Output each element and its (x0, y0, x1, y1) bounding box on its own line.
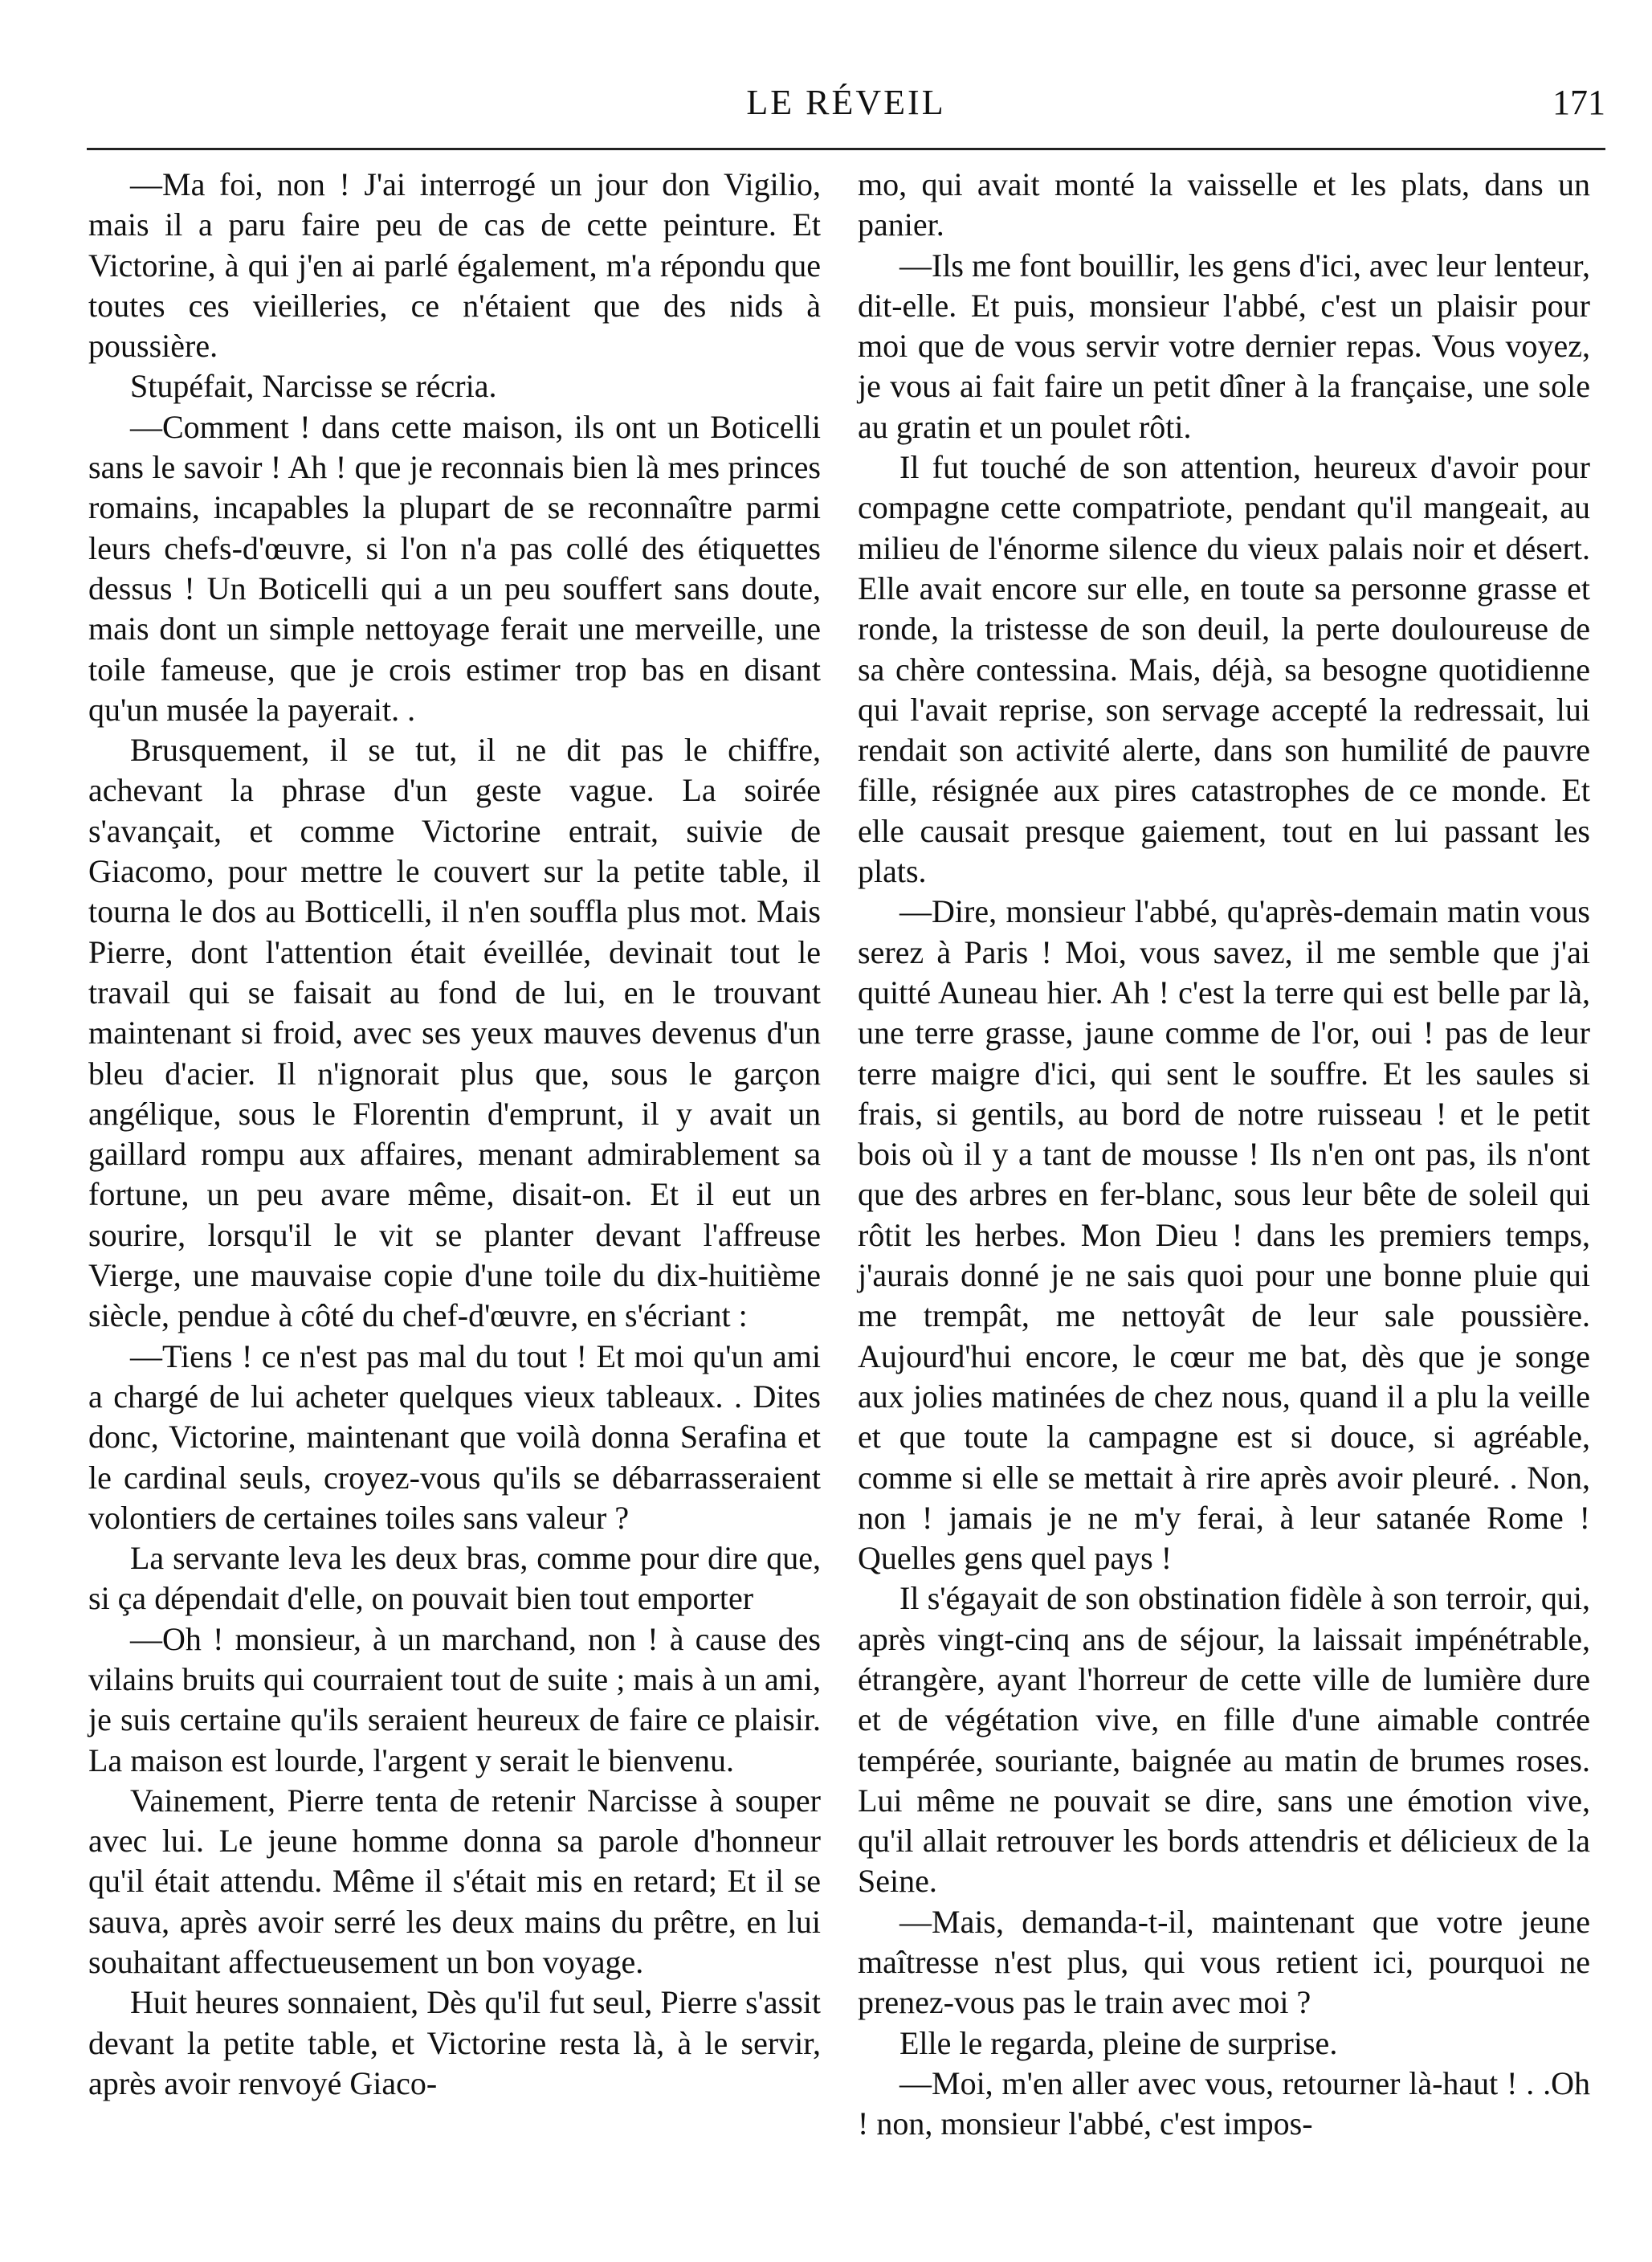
page-number: 171 (1552, 83, 1605, 122)
paragraph: —Mais, demanda-t-il, maintenant que votre jeune maîtresse n'est plus, qui vous retient ici, pourquoi ne prenez-vous pas le train avec moi ? (858, 1903, 1590, 2021)
paragraph: Elle le regarda, pleine de surprise. (899, 2024, 1338, 2061)
paragraph: Brusquement, il se tut, il ne dit pas le chiffre, achevant la phrase d'un geste vague. La soirée s'avançait, et comme Victorine entrait, suivie de Giacomo, pour mettre le couvert sur la petite table, il tourna le dos au Botticelli, il n'en souffla plus mot. Mais Pierre, dont l'attention était éveillée, devinait tout le travail qui se faisait au fond de lui, en le trouvant maintenant si froid, avec ses yeux mauves devenus d'un bleu d'acier. Il n'ignorait plus que, sous le garçon angélique, sous le Florentin d'emprunt, il y avait un gaillard rompu aux affaires, menant admirablement sa fortune, un peu avare même, disait-on. Et il eut un sourire, lorsqu'il le vit se planter devant l'affreuse Vierge, une mauvaise copie d'une toile du dix-huitième siècle, pendue à côté du chef-d'œuvre, en s'écriant : (88, 732, 821, 1334)
page-header (87, 77, 1605, 133)
paragraph: —Oh ! monsieur, à un marchand, non ! à cause des vilains bruits qui courraient tout de suite ; mais à un ami, je suis certaine qu'ils seraient heureux de faire ce plaisir. La maison est lourde, l'argent y serait le bienvenu. (88, 1620, 821, 1778)
header-rule (87, 148, 1605, 150)
paragraph: —Moi, m'en aller avec vous, retourner là-haut ! . .Oh ! non, monsieur l'abbé, c'est impos- (858, 2064, 1590, 2142)
paragraph: Il s'égayait de son obstination fidèle à son terroir, qui, après vingt-cinq ans de séjour, la laissait impénétrable, étrangère, ayant l'horreur de cette ville de lumière dure et de végétation vive, en fille d'une aimable contrée tempérée, souriante, baignée au matin de brumes roses. Lui même ne pouvait se dire, sans une émotion vive, qu'il allait retrouver les bords attendris et délicieux de la Seine. (858, 1580, 1590, 1900)
paragraph: La servante leva les deux bras, comme pour dire que, si ça dépendait d'elle, on pouvait bien tout emporter (88, 1540, 821, 1617)
paragraph: —Ils me font bouillir, les gens d'ici, avec leur lenteur, dit-elle. Et puis, monsieur l'abbé, c'est un plaisir pour moi que de vous servir votre dernier repas. Vous voyez, je vous ai fait faire un petit dîner à la française, une sole au gratin et un poulet rôti. (858, 247, 1590, 445)
paragraph: Il fut touché de son attention, heureux d'avoir pour compagne cette compatriote, pendant qu'il mangeait, au milieu de l'énorme silence du vieux palais noir et désert. Elle avait encore sur elle, en toute sa personne grasse et ronde, la tristesse de son deuil, la perte douloureuse de sa chère contessina. Mais, déjà, sa besogne quotidienne qui l'avait reprise, son servage accepté la redressait, lui rendait son activité alerte, dans son humilité de pauvre fille, résignée aux pires catastrophes de ce monde. Et elle causait presque gaiement, tout en lui passant les plats. (858, 449, 1590, 890)
paragraph: —Comment ! dans cette maison, ils ont un Boticelli sans le savoir ! Ah ! que je reconnais bien là mes princes romains, incapables la plupart de se reconnaître parmi leurs chefs-d'œuvre, si l'on n'a pas collé des étiquettes dessus ! Un Boticelli qui a un peu souffert sans doute, mais dont un simple nettoyage ferait une merveille, une toile fameuse, que je crois estimer trop bas en disant qu'un musée la payerait. . (88, 408, 821, 728)
paragraph: Vainement, Pierre tenta de retenir Narcisse à souper avec lui. Le jeune homme donna sa parole d'honneur qu'il était attendu. Même il s'était mis en retard; Et il se sauva, après avoir serré les deux mains du prêtre, en lui souhaitant affectueusement un bon voyage. (88, 1782, 821, 1981)
right-column (858, 165, 1590, 2145)
left-column (88, 165, 821, 2104)
paragraph: —Dire, monsieur l'abbé, qu'après-demain matin vous serez à Paris ! Moi, vous savez, il me semble que j'ai quitté Auneau hier. Ah ! c'est la terre qui est belle par là, une terre grasse, jaune comme de l'or, oui ! pas de leur terre maigre d'ici, qui sent le souffre. Et les saules si frais, si gentils, au bord de notre ruisseau ! et le petit bois où il y a tant de mousse ! Ils n'en ont pas, ils n'ont que des arbres en fer-blanc, sous leur bête de soleil qui rôtit les herbes. Mon Dieu ! dans les premiers temps, j'aurais donné je ne sais quoi pour une bonne pluie qui me trempât, me nettoyât de leur sale poussière. Aujourd'hui encore, le cœur me bat, dès que je songe aux jolies matinées de chez nous, quand il a plu la veille et que toute la campagne est si douce, si agréable, comme si elle se mettait à rire après avoir pleuré. . Non, non ! jamais je ne m'y ferai, à leur satanée Rome ! Quelles gens quel pays ! (858, 893, 1590, 1577)
paragraph: —Tiens ! ce n'est pas mal du tout ! Et moi qu'un ami a chargé de lui acheter quelques vieux tableaux. . Dites donc, Victorine, maintenant que voilà donna Serafina et le cardinal seuls, croyez-vous qu'ils se débarrasseraient volontiers de certaines toiles sans valeur ? (88, 1337, 821, 1536)
paragraph-continuation: mo, qui avait monté la vaisselle et les plats, dans un panier. (858, 166, 1590, 243)
paragraph: Huit heures sonnaient, Dès qu'il fut seul, Pierre s'assit devant la petite table, et Victorine resta là, à le servir, après avoir renvoyé Giaco- (88, 1984, 821, 2101)
paragraph: —Ma foi, non ! J'ai interrogé un jour don Vigilio, mais il a paru faire peu de cas de cette peinture. Et Victorine, à qui j'en ai parlé également, m'a répondu que toutes ces vieilleries, ce n'étaient que des nids à poussière. (88, 166, 821, 365)
paragraph: Stupéfait, Narcisse se récria. (130, 368, 497, 405)
running-title: LE RÉVEIL (746, 83, 946, 122)
